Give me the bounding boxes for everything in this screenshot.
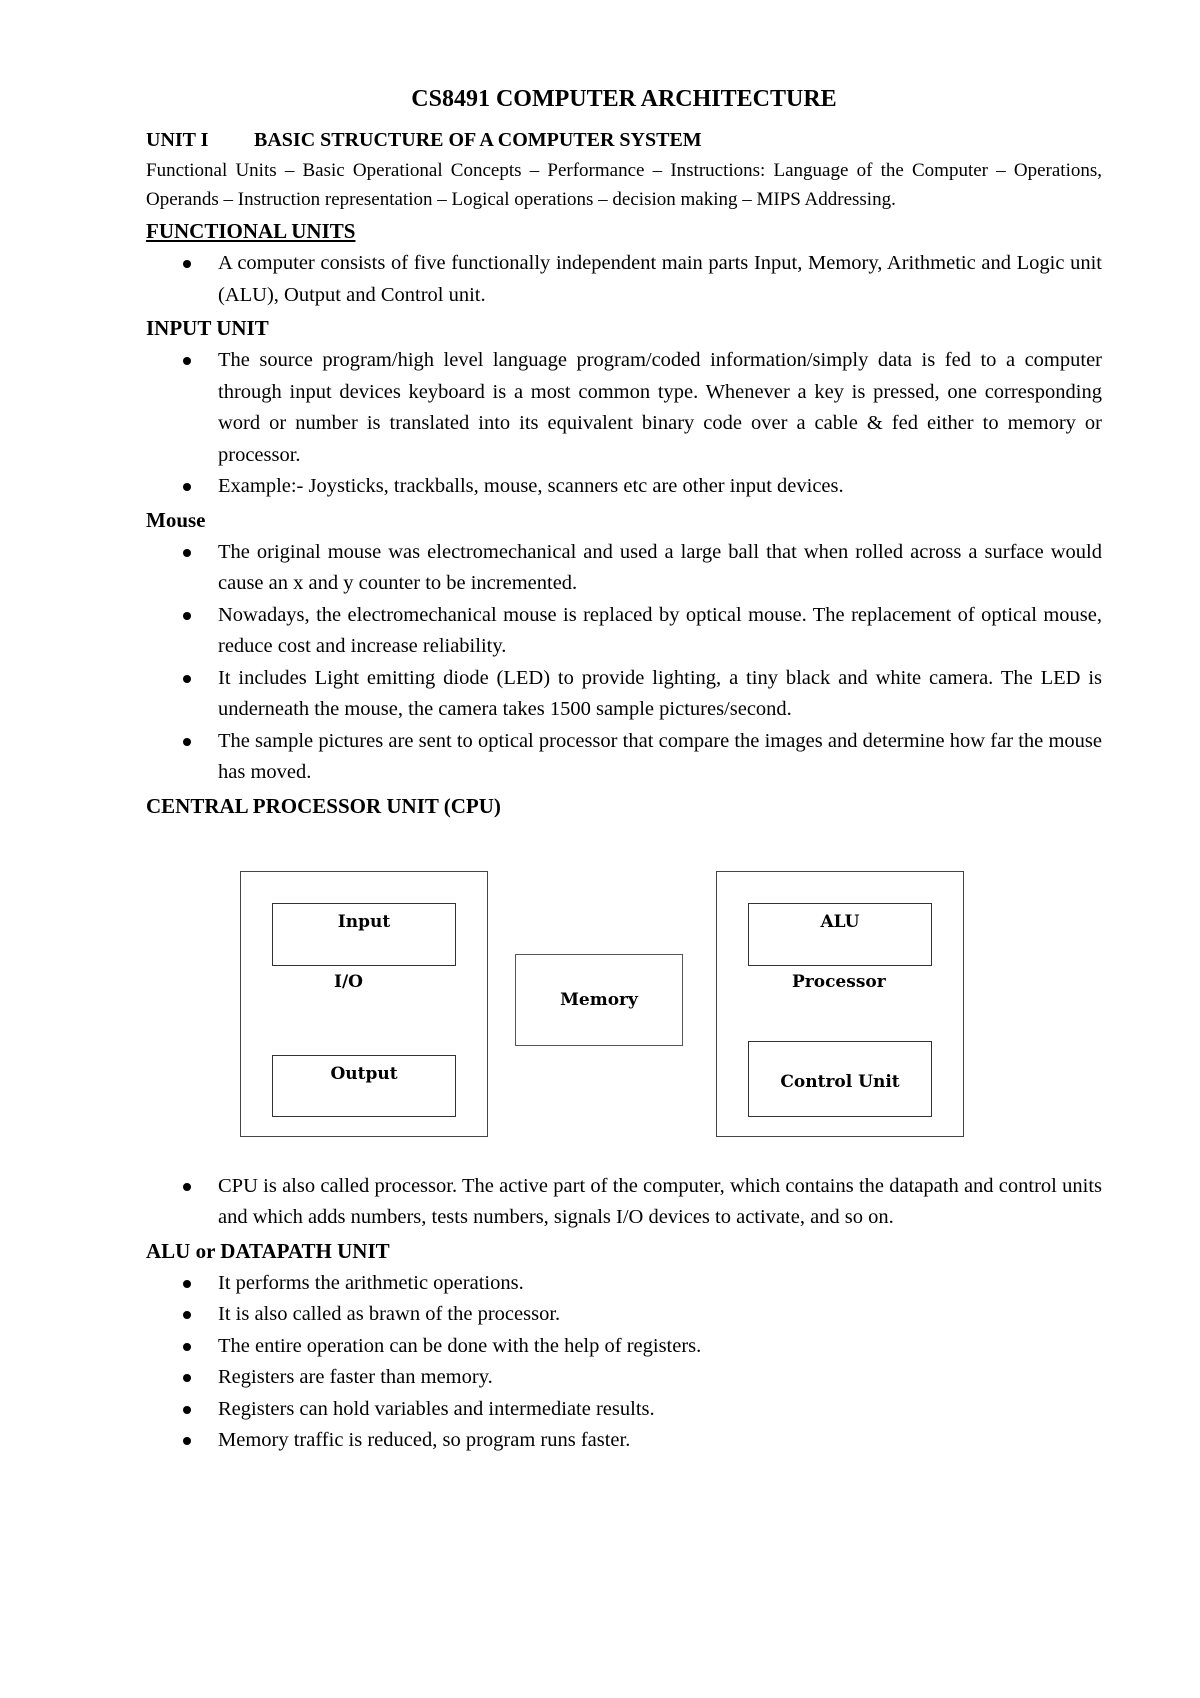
list-item: The sample pictures are sent to optical processor that compare the images and determine how far the mouse has moved. bbox=[146, 726, 1102, 789]
list-item: The source program/high level language program/coded information/simply data is fed to a computer through input devices keyboard is a most common type. Whenever a key is pressed, one corresponding word or number is translated into its equivalent binary code over a cable & fed either to memory or processor. bbox=[146, 345, 1102, 471]
list-item: Registers can hold variables and intermediate results. bbox=[146, 1394, 1102, 1426]
document-page bbox=[146, 86, 1102, 1457]
functional-units-list bbox=[146, 248, 1102, 311]
cpu-list bbox=[146, 1171, 1102, 1234]
page-title: CS8491 COMPUTER ARCHITECTURE bbox=[411, 86, 837, 112]
functional-units-heading: FUNCTIONAL UNITS bbox=[146, 219, 356, 243]
list-item: It performs the arithmetic operations. bbox=[146, 1268, 1102, 1300]
cpu-block-diagram bbox=[146, 871, 1102, 1171]
list-item: Memory traffic is reduced, so program runs faster. bbox=[146, 1425, 1102, 1457]
processor-label: Processor bbox=[792, 971, 886, 992]
input-unit-list bbox=[146, 345, 1102, 503]
unit-heading bbox=[146, 129, 1102, 152]
input-box: Input bbox=[272, 903, 456, 966]
list-item: Nowadays, the electromechanical mouse is replaced by optical mouse. The replacement of optical mouse, reduce cost and increase reliability. bbox=[146, 600, 1102, 663]
alu-heading: ALU or DATAPATH UNIT bbox=[146, 1238, 390, 1263]
unit-number: UNIT I bbox=[146, 129, 209, 151]
processor-block bbox=[716, 871, 964, 1137]
input-unit-heading: INPUT UNIT bbox=[146, 316, 269, 340]
alu-box: ALU bbox=[748, 903, 932, 966]
unit-syllabus: Functional Units – Basic Operational Concepts – Performance – Instructions: Language of the Computer – Operations, Operands – Instruction representation – Logical operations – decision making – MIPS Addressing. bbox=[146, 160, 1102, 210]
mouse-heading: Mouse bbox=[146, 507, 206, 532]
io-block bbox=[240, 871, 488, 1137]
mouse-list bbox=[146, 537, 1102, 789]
list-item: It includes Light emitting diode (LED) to provide lighting, a tiny black and white camera. The LED is underneath the mouse, the camera takes 1500 sample pictures/second. bbox=[146, 663, 1102, 726]
list-item: The original mouse was electromechanical and used a large ball that when rolled across a surface would cause an x and y counter to be incremented. bbox=[146, 537, 1102, 600]
list-item: The entire operation can be done with the help of registers. bbox=[146, 1331, 1102, 1363]
output-box: Output bbox=[272, 1055, 456, 1117]
unit-name: BASIC STRUCTURE OF A COMPUTER SYSTEM bbox=[254, 129, 702, 151]
list-item: CPU is also called processor. The active part of the computer, which contains the datapath and control units and which adds numbers, tests numbers, signals I/O devices to activate, and so on. bbox=[146, 1171, 1102, 1234]
list-item: Registers are faster than memory. bbox=[146, 1362, 1102, 1394]
cpu-heading: CENTRAL PROCESSOR UNIT (CPU) bbox=[146, 793, 501, 818]
list-item: It is also called as brawn of the processor. bbox=[146, 1299, 1102, 1331]
list-item: A computer consists of five functionally independent main parts Input, Memory, Arithmetic and Logic unit (ALU), Output and Control unit. bbox=[146, 248, 1102, 311]
memory-box: Memory bbox=[515, 954, 683, 1046]
list-item: Example:- Joysticks, trackballs, mouse, scanners etc are other input devices. bbox=[146, 471, 1102, 503]
control-unit-box: Control Unit bbox=[748, 1041, 932, 1117]
io-label: I/O bbox=[334, 971, 363, 992]
alu-list bbox=[146, 1268, 1102, 1457]
